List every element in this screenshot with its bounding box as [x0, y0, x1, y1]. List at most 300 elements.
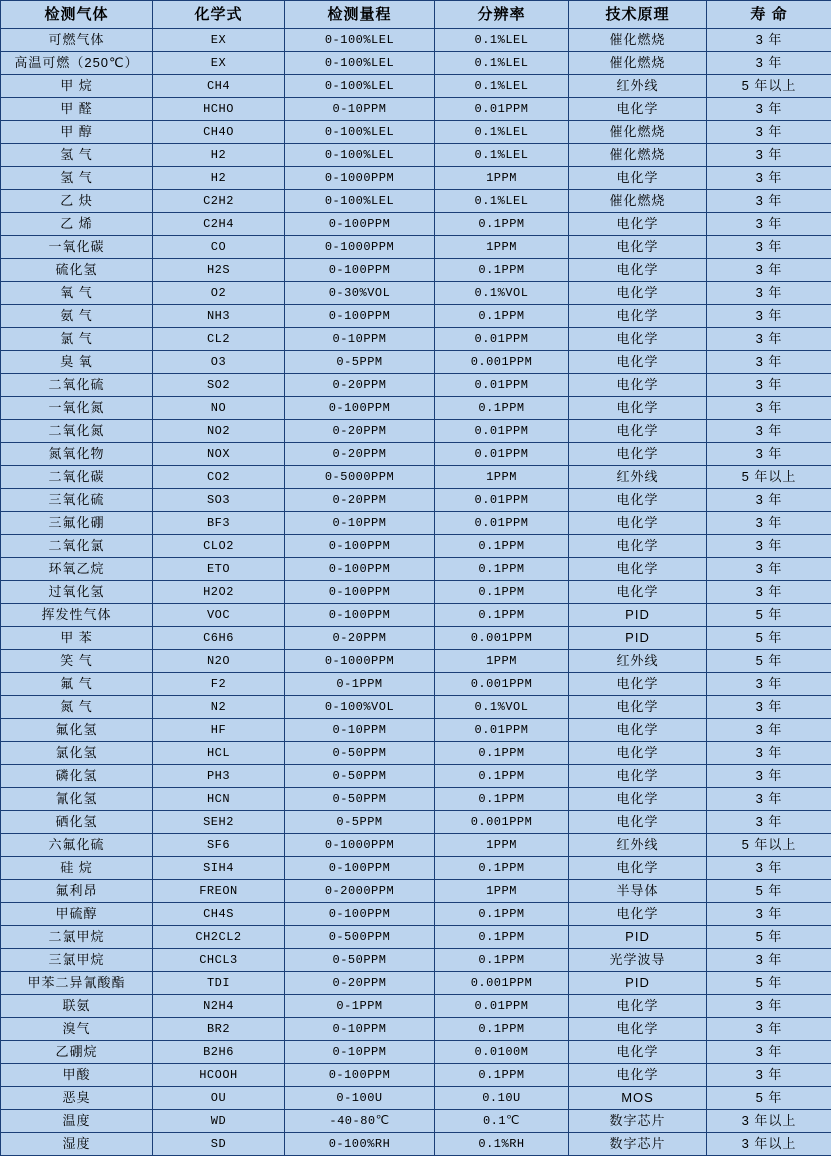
cell-gas: 一氧化碳 [1, 236, 153, 259]
cell-range: 0-1000PPM [285, 834, 435, 857]
cell-gas: 甲硫醇 [1, 903, 153, 926]
cell-gas: 溴气 [1, 1018, 153, 1041]
cell-principle: 数字芯片 [569, 1110, 707, 1133]
cell-resolution: 0.1PPM [435, 535, 569, 558]
cell-resolution: 0.1PPM [435, 926, 569, 949]
cell-gas: 乙硼烷 [1, 1041, 153, 1064]
cell-formula: BR2 [153, 1018, 285, 1041]
table-row [1, 857, 831, 880]
cell-gas: 氯化氢 [1, 742, 153, 765]
table-header-row [1, 1, 831, 29]
table-row [1, 949, 831, 972]
cell-resolution: 1PPM [435, 236, 569, 259]
cell-resolution: 0.1PPM [435, 259, 569, 282]
cell-gas: 硫化氢 [1, 259, 153, 282]
cell-resolution: 0.1PPM [435, 765, 569, 788]
cell-gas: 臭 氧 [1, 351, 153, 374]
cell-resolution: 1PPM [435, 650, 569, 673]
cell-gas: 二氧化氯 [1, 535, 153, 558]
cell-life: 5 年 [707, 1087, 831, 1110]
cell-resolution: 1PPM [435, 167, 569, 190]
cell-principle: 电化学 [569, 1041, 707, 1064]
table-body [1, 29, 831, 1156]
cell-principle: 数字芯片 [569, 1133, 707, 1156]
cell-formula: BF3 [153, 512, 285, 535]
cell-life: 3 年 [707, 443, 831, 466]
cell-range: 0-50PPM [285, 949, 435, 972]
cell-life: 3 年 [707, 558, 831, 581]
cell-range: 0-1000PPM [285, 167, 435, 190]
cell-principle: 电化学 [569, 811, 707, 834]
cell-life: 3 年 [707, 811, 831, 834]
cell-range: 0-100PPM [285, 1064, 435, 1087]
cell-principle: 电化学 [569, 1064, 707, 1087]
cell-formula: SD [153, 1133, 285, 1156]
cell-principle: 电化学 [569, 788, 707, 811]
cell-gas: 氟化氢 [1, 719, 153, 742]
cell-resolution: 0.1%LEL [435, 144, 569, 167]
cell-formula: N2H4 [153, 995, 285, 1018]
cell-principle: 电化学 [569, 995, 707, 1018]
cell-principle: 电化学 [569, 213, 707, 236]
cell-life: 3 年 [707, 259, 831, 282]
cell-formula: OU [153, 1087, 285, 1110]
cell-range: 0-30%VOL [285, 282, 435, 305]
cell-gas: 二氯甲烷 [1, 926, 153, 949]
cell-principle: 电化学 [569, 374, 707, 397]
cell-principle: 电化学 [569, 443, 707, 466]
cell-gas: 乙 炔 [1, 190, 153, 213]
cell-gas: 笑 气 [1, 650, 153, 673]
cell-resolution: 0.1PPM [435, 305, 569, 328]
cell-principle: PID [569, 604, 707, 627]
cell-formula: FREON [153, 880, 285, 903]
table-row [1, 696, 831, 719]
cell-formula: HCN [153, 788, 285, 811]
cell-range: 0-5PPM [285, 811, 435, 834]
cell-range: 0-10PPM [285, 1018, 435, 1041]
cell-formula: C6H6 [153, 627, 285, 650]
cell-range: 0-100%LEL [285, 52, 435, 75]
cell-range: 0-5PPM [285, 351, 435, 374]
cell-principle: PID [569, 972, 707, 995]
cell-formula: H2 [153, 167, 285, 190]
cell-formula: F2 [153, 673, 285, 696]
cell-principle: 电化学 [569, 903, 707, 926]
table-row [1, 1041, 831, 1064]
cell-life: 5 年 [707, 880, 831, 903]
cell-resolution: 0.001PPM [435, 351, 569, 374]
cell-range: 0-100PPM [285, 397, 435, 420]
table-row [1, 811, 831, 834]
table-row [1, 1133, 831, 1156]
table-row [1, 719, 831, 742]
cell-formula: EX [153, 52, 285, 75]
cell-gas: 氟利昂 [1, 880, 153, 903]
table-row [1, 512, 831, 535]
cell-formula: N2 [153, 696, 285, 719]
cell-gas: 氢 气 [1, 144, 153, 167]
cell-resolution: 0.1PPM [435, 213, 569, 236]
cell-principle: 电化学 [569, 167, 707, 190]
cell-range: 0-50PPM [285, 742, 435, 765]
table-row [1, 397, 831, 420]
table-row [1, 880, 831, 903]
cell-range: 0-100PPM [285, 581, 435, 604]
cell-range: 0-1PPM [285, 995, 435, 1018]
cell-range: 0-100U [285, 1087, 435, 1110]
cell-gas: 氨 气 [1, 305, 153, 328]
cell-formula: H2S [153, 259, 285, 282]
cell-gas: 六氟化硫 [1, 834, 153, 857]
column-header-range: 检测量程 [285, 1, 435, 29]
cell-life: 3 年 [707, 719, 831, 742]
cell-range: 0-100PPM [285, 535, 435, 558]
cell-range: 0-100%LEL [285, 190, 435, 213]
cell-range: 0-20PPM [285, 489, 435, 512]
table-row [1, 190, 831, 213]
cell-resolution: 0.1PPM [435, 903, 569, 926]
cell-principle: 电化学 [569, 489, 707, 512]
cell-range: 0-1000PPM [285, 236, 435, 259]
table-row [1, 236, 831, 259]
cell-resolution: 0.1%VOL [435, 696, 569, 719]
cell-formula: NH3 [153, 305, 285, 328]
cell-gas: 二氧化硫 [1, 374, 153, 397]
cell-formula: CLO2 [153, 535, 285, 558]
cell-gas: 高温可燃（250℃） [1, 52, 153, 75]
table-row [1, 259, 831, 282]
table-row [1, 374, 831, 397]
cell-formula: VOC [153, 604, 285, 627]
cell-resolution: 0.1%RH [435, 1133, 569, 1156]
cell-resolution: 0.01PPM [435, 374, 569, 397]
cell-gas: 氢 气 [1, 167, 153, 190]
cell-formula: B2H6 [153, 1041, 285, 1064]
cell-life: 3 年 [707, 351, 831, 374]
cell-principle: 电化学 [569, 581, 707, 604]
cell-gas: 湿度 [1, 1133, 153, 1156]
cell-life: 3 年 [707, 535, 831, 558]
cell-resolution: 0.01PPM [435, 489, 569, 512]
cell-resolution: 0.1PPM [435, 1018, 569, 1041]
cell-life: 5 年 [707, 972, 831, 995]
cell-principle: 红外线 [569, 834, 707, 857]
cell-resolution: 0.1%LEL [435, 75, 569, 98]
table-row [1, 121, 831, 144]
cell-life: 3 年 [707, 1041, 831, 1064]
cell-range: 0-50PPM [285, 765, 435, 788]
cell-life: 3 年 [707, 512, 831, 535]
cell-gas: 氰化氢 [1, 788, 153, 811]
cell-life: 3 年 [707, 121, 831, 144]
cell-formula: SIH4 [153, 857, 285, 880]
cell-principle: 光学波导 [569, 949, 707, 972]
table-row [1, 328, 831, 351]
cell-gas: 氮氧化物 [1, 443, 153, 466]
cell-resolution: 0.1PPM [435, 742, 569, 765]
cell-life: 3 年 [707, 305, 831, 328]
cell-range: 0-100PPM [285, 857, 435, 880]
cell-formula: NO2 [153, 420, 285, 443]
cell-principle: 催化燃烧 [569, 29, 707, 52]
column-header-principle: 技术原理 [569, 1, 707, 29]
cell-range: 0-20PPM [285, 374, 435, 397]
cell-life: 3 年 [707, 696, 831, 719]
table-row [1, 443, 831, 466]
table-row [1, 903, 831, 926]
table-row [1, 167, 831, 190]
table-row [1, 213, 831, 236]
cell-range: 0-50PPM [285, 788, 435, 811]
cell-resolution: 0.01PPM [435, 98, 569, 121]
table-row [1, 673, 831, 696]
cell-gas: 硒化氢 [1, 811, 153, 834]
cell-principle: 电化学 [569, 673, 707, 696]
cell-gas: 氧 气 [1, 282, 153, 305]
cell-resolution: 0.1PPM [435, 857, 569, 880]
cell-life: 3 年 [707, 995, 831, 1018]
table-row [1, 489, 831, 512]
table-row [1, 742, 831, 765]
cell-gas: 二氧化氮 [1, 420, 153, 443]
cell-formula: H2O2 [153, 581, 285, 604]
cell-formula: C2H2 [153, 190, 285, 213]
cell-formula: CHCL3 [153, 949, 285, 972]
cell-principle: PID [569, 926, 707, 949]
cell-principle: 电化学 [569, 397, 707, 420]
cell-formula: H2 [153, 144, 285, 167]
cell-principle: 电化学 [569, 259, 707, 282]
cell-resolution: 0.1PPM [435, 397, 569, 420]
cell-life: 3 年 [707, 949, 831, 972]
table-row [1, 29, 831, 52]
cell-life: 5 年 [707, 650, 831, 673]
cell-resolution: 0.1PPM [435, 604, 569, 627]
cell-gas: 三氯甲烷 [1, 949, 153, 972]
cell-resolution: 0.10U [435, 1087, 569, 1110]
cell-principle: 催化燃烧 [569, 52, 707, 75]
cell-principle: 红外线 [569, 466, 707, 489]
cell-gas: 过氧化氢 [1, 581, 153, 604]
cell-formula: PH3 [153, 765, 285, 788]
cell-gas: 联氨 [1, 995, 153, 1018]
cell-life: 3 年 [707, 420, 831, 443]
cell-life: 3 年 [707, 765, 831, 788]
cell-life: 3 年 [707, 167, 831, 190]
cell-life: 5 年 [707, 604, 831, 627]
table-row [1, 1018, 831, 1041]
cell-principle: 红外线 [569, 650, 707, 673]
cell-gas: 一氧化氮 [1, 397, 153, 420]
table-row [1, 1087, 831, 1110]
cell-range: 0-10PPM [285, 1041, 435, 1064]
cell-formula: CH4O [153, 121, 285, 144]
cell-resolution: 0.001PPM [435, 673, 569, 696]
cell-principle: 催化燃烧 [569, 190, 707, 213]
cell-gas: 挥发性气体 [1, 604, 153, 627]
table-row [1, 98, 831, 121]
cell-life: 5 年 [707, 627, 831, 650]
cell-formula: EX [153, 29, 285, 52]
table-header [1, 1, 831, 29]
cell-principle: 催化燃烧 [569, 144, 707, 167]
cell-range: 0-100PPM [285, 305, 435, 328]
cell-life: 3 年 [707, 1064, 831, 1087]
cell-resolution: 0.001PPM [435, 811, 569, 834]
cell-life: 3 年 [707, 581, 831, 604]
table-row [1, 282, 831, 305]
cell-resolution: 0.001PPM [435, 972, 569, 995]
cell-life: 3 年 [707, 397, 831, 420]
cell-gas: 硅 烷 [1, 857, 153, 880]
cell-gas: 可燃气体 [1, 29, 153, 52]
cell-range: 0-100PPM [285, 604, 435, 627]
cell-resolution: 0.1%LEL [435, 121, 569, 144]
table-row [1, 420, 831, 443]
cell-gas: 甲 烷 [1, 75, 153, 98]
cell-life: 5 年 [707, 926, 831, 949]
cell-principle: 电化学 [569, 420, 707, 443]
cell-formula: TDI [153, 972, 285, 995]
cell-gas: 氟 气 [1, 673, 153, 696]
cell-resolution: 0.01PPM [435, 420, 569, 443]
cell-formula: HF [153, 719, 285, 742]
table-row [1, 466, 831, 489]
cell-range: 0-100%LEL [285, 29, 435, 52]
cell-range: 0-100%LEL [285, 121, 435, 144]
cell-principle: 电化学 [569, 1018, 707, 1041]
cell-range: 0-100%RH [285, 1133, 435, 1156]
cell-life: 3 年以上 [707, 1133, 831, 1156]
cell-formula: O3 [153, 351, 285, 374]
cell-gas: 氮 气 [1, 696, 153, 719]
cell-resolution: 0.0100M [435, 1041, 569, 1064]
table-row [1, 558, 831, 581]
cell-resolution: 0.1℃ [435, 1110, 569, 1133]
cell-range: 0-20PPM [285, 420, 435, 443]
cell-formula: CL2 [153, 328, 285, 351]
cell-resolution: 0.01PPM [435, 328, 569, 351]
table-row [1, 351, 831, 374]
cell-gas: 氯 气 [1, 328, 153, 351]
cell-principle: 电化学 [569, 742, 707, 765]
cell-range: 0-5000PPM [285, 466, 435, 489]
cell-resolution: 1PPM [435, 466, 569, 489]
cell-range: 0-100PPM [285, 213, 435, 236]
cell-range: 0-2000PPM [285, 880, 435, 903]
cell-formula: CH2CL2 [153, 926, 285, 949]
cell-gas: 甲苯二异氰酸酯 [1, 972, 153, 995]
cell-range: 0-100PPM [285, 558, 435, 581]
cell-principle: 电化学 [569, 328, 707, 351]
cell-resolution: 0.01PPM [435, 512, 569, 535]
cell-range: 0-10PPM [285, 719, 435, 742]
cell-life: 3 年 [707, 788, 831, 811]
cell-formula: CH4S [153, 903, 285, 926]
cell-formula: SO3 [153, 489, 285, 512]
cell-range: -40-80℃ [285, 1110, 435, 1133]
cell-resolution: 0.1%LEL [435, 190, 569, 213]
cell-range: 0-20PPM [285, 627, 435, 650]
cell-principle: 电化学 [569, 236, 707, 259]
cell-life: 3 年 [707, 29, 831, 52]
cell-principle: 红外线 [569, 75, 707, 98]
cell-range: 0-1000PPM [285, 650, 435, 673]
table-row [1, 650, 831, 673]
cell-gas: 甲 醇 [1, 121, 153, 144]
cell-formula: WD [153, 1110, 285, 1133]
cell-gas: 三氧化硫 [1, 489, 153, 512]
cell-resolution: 0.1PPM [435, 949, 569, 972]
cell-formula: SF6 [153, 834, 285, 857]
cell-life: 3 年以上 [707, 1110, 831, 1133]
table-row [1, 1110, 831, 1133]
cell-resolution: 1PPM [435, 880, 569, 903]
cell-life: 3 年 [707, 742, 831, 765]
cell-life: 3 年 [707, 1018, 831, 1041]
table-row [1, 581, 831, 604]
cell-resolution: 0.01PPM [435, 719, 569, 742]
cell-principle: 催化燃烧 [569, 121, 707, 144]
cell-range: 0-100%VOL [285, 696, 435, 719]
cell-principle: 电化学 [569, 719, 707, 742]
cell-formula: O2 [153, 282, 285, 305]
cell-formula: HCL [153, 742, 285, 765]
cell-life: 3 年 [707, 98, 831, 121]
table-row [1, 604, 831, 627]
cell-range: 0-10PPM [285, 512, 435, 535]
cell-resolution: 0.1%LEL [435, 52, 569, 75]
cell-formula: NOX [153, 443, 285, 466]
cell-life: 3 年 [707, 903, 831, 926]
cell-gas: 二氧化碳 [1, 466, 153, 489]
cell-life: 5 年以上 [707, 75, 831, 98]
cell-life: 3 年 [707, 282, 831, 305]
cell-range: 0-20PPM [285, 443, 435, 466]
cell-life: 5 年以上 [707, 466, 831, 489]
table-row [1, 765, 831, 788]
cell-principle: 半导体 [569, 880, 707, 903]
cell-formula: SO2 [153, 374, 285, 397]
cell-life: 3 年 [707, 190, 831, 213]
cell-life: 3 年 [707, 213, 831, 236]
table-row [1, 926, 831, 949]
cell-gas: 甲 苯 [1, 627, 153, 650]
table-row [1, 535, 831, 558]
cell-life: 3 年 [707, 144, 831, 167]
cell-principle: 电化学 [569, 305, 707, 328]
cell-principle: 电化学 [569, 351, 707, 374]
cell-range: 0-1PPM [285, 673, 435, 696]
cell-life: 3 年 [707, 374, 831, 397]
cell-gas: 温度 [1, 1110, 153, 1133]
table-row [1, 52, 831, 75]
column-header-resolution: 分辨率 [435, 1, 569, 29]
cell-principle: PID [569, 627, 707, 650]
cell-resolution: 0.1PPM [435, 558, 569, 581]
cell-principle: 电化学 [569, 98, 707, 121]
cell-range: 0-100PPM [285, 259, 435, 282]
cell-life: 3 年 [707, 236, 831, 259]
cell-resolution: 0.1%VOL [435, 282, 569, 305]
cell-resolution: 1PPM [435, 834, 569, 857]
cell-range: 0-10PPM [285, 328, 435, 351]
cell-resolution: 0.001PPM [435, 627, 569, 650]
cell-gas: 磷化氢 [1, 765, 153, 788]
cell-formula: HCHO [153, 98, 285, 121]
cell-range: 0-100%LEL [285, 75, 435, 98]
